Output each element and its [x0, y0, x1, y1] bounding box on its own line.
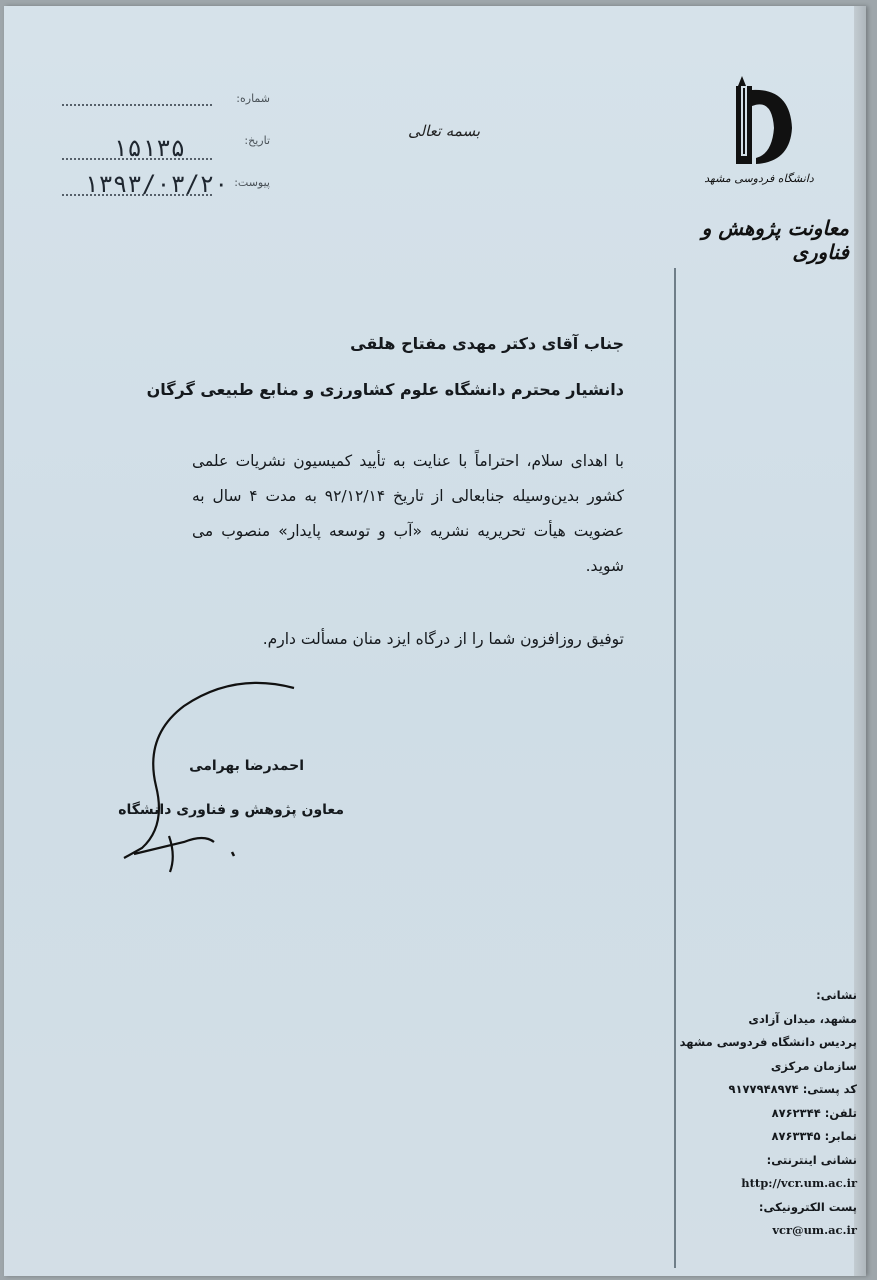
web-label: نشانی اینترنتی: [766, 1152, 857, 1167]
letter-body: با اهدای سلام، احتراماً با عنایت به تأیید کمیسیون نشریات علمی کشور بدین‌وسیله جنابعالی از تاریخ ۹۲/۱۲/۱۴ به مدت ۴ سال به عضویت هیأت تحریریه نشریه «آب و توسعه پایدار» منصوب می شوید. [192, 452, 625, 575]
recipient-line-1: جناب آقای دکتر مهدی مفتاح هلقی [350, 334, 624, 353]
address-line-3: سازمان مرکزی [770, 1058, 857, 1073]
vertical-rule [674, 268, 676, 1268]
signer-name: احمدرضا بهرامی [189, 758, 304, 774]
web-url[interactable]: http://vcr.um.ac.ir [741, 1176, 857, 1190]
address-line-2: پردیس دانشگاه فردوسی مشهد [679, 1035, 857, 1049]
email-label: پست الکترونیکی: [758, 1199, 857, 1214]
letter-closing: توفیق روزافزون شما را از درگاه ایزد منان مسألت دارم. [262, 630, 624, 648]
phone: تلفن: ۸۷۶۲۳۴۴ [771, 1105, 857, 1120]
fax: نمابر: ۸۷۶۳۳۴۵ [771, 1129, 857, 1143]
postal-code: کد پستی: ۹۱۷۷۹۴۸۹۷۴ [728, 1082, 857, 1096]
number-dotted-line [62, 104, 212, 106]
attachment-label: پیوست: [234, 176, 270, 189]
attachment-value: ۱۳۹۳/۰۳/۲۰ [84, 170, 229, 198]
signature-scribble [114, 676, 314, 876]
address-line-1: مشهد، میدان آزادی [748, 1011, 857, 1026]
university-name: دانشگاه فردوسی مشهد [704, 172, 814, 185]
department-name: معاونت پژوهش و فناوری [701, 216, 849, 264]
date-value: ۱۵۱۳۵ [112, 134, 186, 162]
address-label: نشانی: [816, 988, 857, 1002]
signer-title: معاون پژوهش و فناوری دانشگاه [118, 802, 344, 818]
footer-address [679, 984, 857, 1243]
date-label: تاریخ: [244, 134, 270, 147]
bismillah: بسمه تعالی [407, 122, 481, 140]
recipient-line-2: دانشیار محترم دانشگاه علوم کشاورزی و منابع طبیعی گرگان [146, 380, 624, 399]
number-label: شماره: [236, 92, 270, 105]
email-address[interactable]: vcr@um.ac.ir [772, 1223, 857, 1237]
letter-paper [4, 6, 866, 1276]
university-logo-icon [722, 76, 802, 171]
